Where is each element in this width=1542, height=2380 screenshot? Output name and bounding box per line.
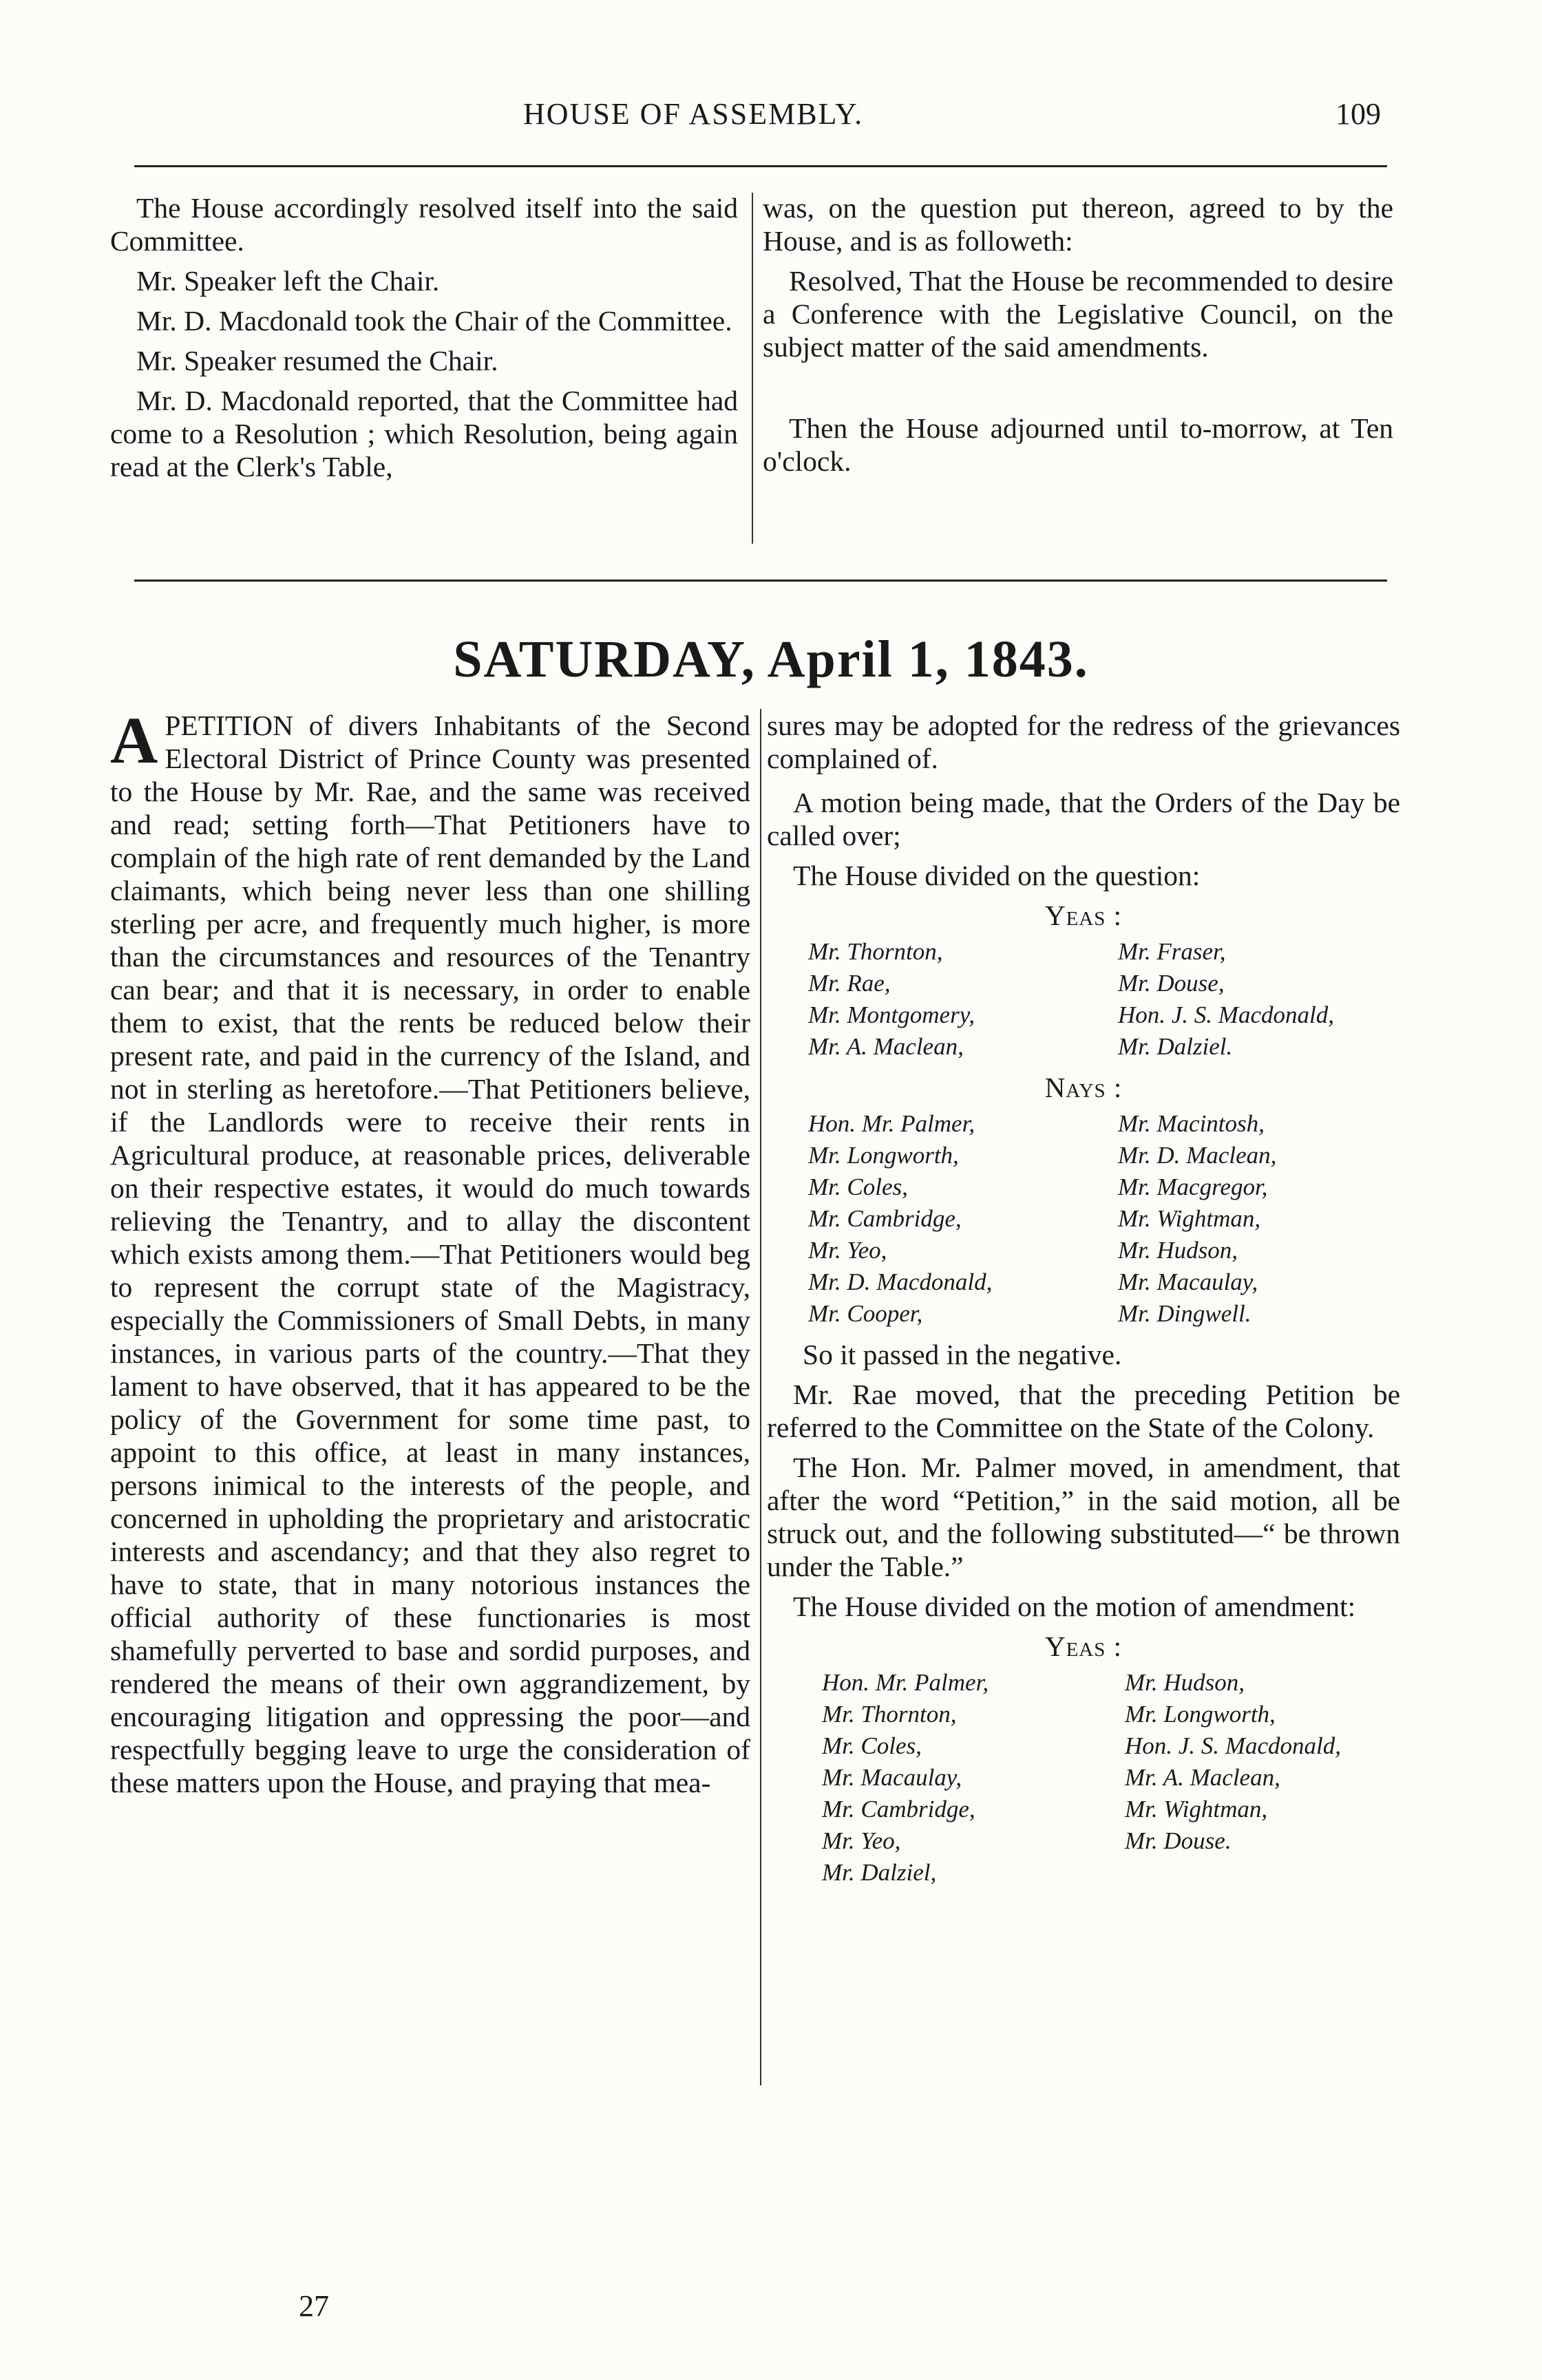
section-rule (134, 580, 1387, 582)
paragraph: was, on the question put thereon, agreed to by the House, and is as followeth: (763, 192, 1393, 257)
proceedings-column (767, 709, 1400, 1897)
top-right-column (763, 191, 1393, 485)
member-name: Mr. Coles, (808, 1173, 908, 1200)
paragraph: The House accordingly resolved itself into the said Committee. (110, 192, 738, 257)
division-paragraph: The House divided on the question: (793, 860, 1201, 891)
division-paragraph: The House divided on the motion of amendment: (793, 1591, 1356, 1622)
member-name: Mr. Thornton, (822, 1701, 957, 1728)
member-name: Mr. A. Maclean, (808, 1033, 964, 1060)
date-heading: SATURDAY, April 1, 1843. (453, 630, 1089, 688)
member-name: Mr. Montgomery, (808, 1001, 975, 1028)
motion-paragraph: Mr. Rae moved, that the preceding Petition be referred to the Committee on the State of the Colony. (767, 1379, 1400, 1443)
member-name: Mr. Dalziel. (1118, 1033, 1233, 1060)
nays-list (808, 1108, 1400, 1330)
yeas-list (822, 1667, 1400, 1889)
member-name: Mr. Cooper, (808, 1300, 923, 1327)
resolution-paragraph: Resolved, That the House be recommended to desire a Conference with the Legislative Council, on the subject matter of the said amendments. (763, 265, 1393, 363)
member-name: Mr. Macaulay, (822, 1764, 962, 1791)
member-name: Mr. Macgregor, (1118, 1173, 1268, 1200)
member-name: Mr. Hudson, (1125, 1669, 1245, 1696)
petition-paragraph (110, 703, 750, 1799)
petition-text: PETITION of divers Inhabitants of the Second Electoral District of Prince County was presented to the House by Mr. Rae, and the same was received and read; setting forth—That Petitioners have to complain of the high rate of rent demanded by the Land claimants, which being never less than one shilling sterling per acre, and frequently much higher, is more than the circumstances and resources of the Tenantry can bear; and that it is necessary, in order to enable them to exist, that the rents be reduced below their present rate, and paid in the currency of the Island, and not in sterling as heretofore.—That Petitioners believe, if the Landlords were to receive their rents in Agricultural produce, at reasonable prices, deliverable on their respective estates, it would do much towards relieving the Tenantry, and to allay the discontent which exists among them.—That Petitioners would beg to represent the corrupt state of the Magistracy, especially the Commissioners of Small Debts, in many instances, in various parts of the country.—That they lament to have observed, that it has appeared to be the policy of the Government for some time past, to appoint to this office, at least in many instances, persons inimical to the interests of the people, and concerned in upholding the proprietary and aristocratic interests and ascendancy; and that they also regret to have to state, that in many notorious instances the official authority of these functionaries is most shamefully perverted to base and sordid purposes, and rendered the means of their own aggrandizement, by encouraging litigation and oppressing the poor—and respectfully begging leave to urge the consideration of these matters upon the House, and praying that mea- (110, 710, 750, 1798)
adjournment-paragraph: Then the House adjourned until to-morrow, at Ten o'clock. (763, 412, 1393, 477)
column-divider (760, 709, 761, 2085)
signature-mark: 27 (299, 2289, 329, 2323)
member-name: Mr. Dingwell. (1118, 1300, 1251, 1327)
member-name: Mr. Wightman, (1118, 1205, 1261, 1232)
drop-cap: A (110, 703, 158, 777)
member-name: Mr. Hudson, (1118, 1237, 1238, 1264)
header-title: HOUSE OF ASSEMBLY. (523, 97, 864, 131)
member-name: Mr. Dalziel, (822, 1859, 937, 1886)
member-name: Mr. A. Maclean, (1125, 1764, 1280, 1791)
member-name: Mr. D. Macdonald, (808, 1268, 993, 1295)
paragraph: Mr. D. Macdonald took the Chair of the Committee. (136, 305, 732, 337)
member-name: Mr. Fraser, (1118, 938, 1226, 965)
member-name: Mr. Rae, (808, 970, 891, 997)
paragraph: Mr. D. Macdonald reported, that the Committee had come to a Resolution ; which Resolution, being again read at the Clerk's Table, (110, 385, 738, 482)
result-paragraph: So it passed in the negative. (803, 1339, 1122, 1370)
member-name: Hon. J. S. Macdonald, (1125, 1732, 1341, 1759)
header-rule (134, 165, 1387, 167)
member-name: Mr. D. Maclean, (1118, 1142, 1277, 1169)
paragraph: Mr. Speaker resumed the Chair. (136, 345, 498, 376)
member-name: Hon. Mr. Palmer, (822, 1669, 989, 1696)
paragraph: Mr. Speaker left the Chair. (136, 265, 440, 297)
yeas-label: Yeas : (1044, 900, 1123, 931)
column-divider (752, 193, 753, 544)
amendment-paragraph: The Hon. Mr. Palmer moved, in amendment, that after the word “Petition,” in the said motion, all be struck out, and the following substituted—“ be thrown under the Table.” (767, 1452, 1400, 1582)
member-name: Mr. Macaulay, (1118, 1268, 1258, 1295)
member-name: Hon. J. S. Macdonald, (1118, 1001, 1334, 1028)
member-name: Mr. Yeo, (808, 1237, 887, 1264)
member-name: Mr. Wightman, (1125, 1796, 1268, 1823)
member-name: Mr. Macintosh, (1118, 1110, 1265, 1137)
top-left-column (110, 191, 738, 490)
page-number: 109 (1335, 97, 1381, 131)
member-name: Mr. Yeo, (822, 1827, 901, 1854)
member-name: Mr. Douse. (1125, 1827, 1232, 1854)
running-header (0, 96, 1542, 138)
paragraph: sures may be adopted for the redress of the grievances complained of. (767, 710, 1400, 774)
motion-paragraph: A motion being made, that the Orders of the Day be called over; (767, 787, 1400, 851)
nays-label: Nays : (1044, 1072, 1123, 1103)
member-name: Mr. Cambridge, (808, 1205, 962, 1232)
member-name: Mr. Thornton, (808, 938, 943, 965)
member-name: Mr. Longworth, (808, 1142, 959, 1169)
member-name: Mr. Douse, (1118, 970, 1225, 997)
member-name: Mr. Coles, (822, 1732, 922, 1759)
yeas-label: Yeas : (1044, 1630, 1123, 1662)
member-name: Hon. Mr. Palmer, (808, 1110, 975, 1137)
member-name: Mr. Cambridge, (822, 1796, 975, 1823)
yeas-list (808, 936, 1400, 1063)
petition-column (110, 703, 750, 1806)
member-name: Mr. Longworth, (1125, 1701, 1276, 1728)
